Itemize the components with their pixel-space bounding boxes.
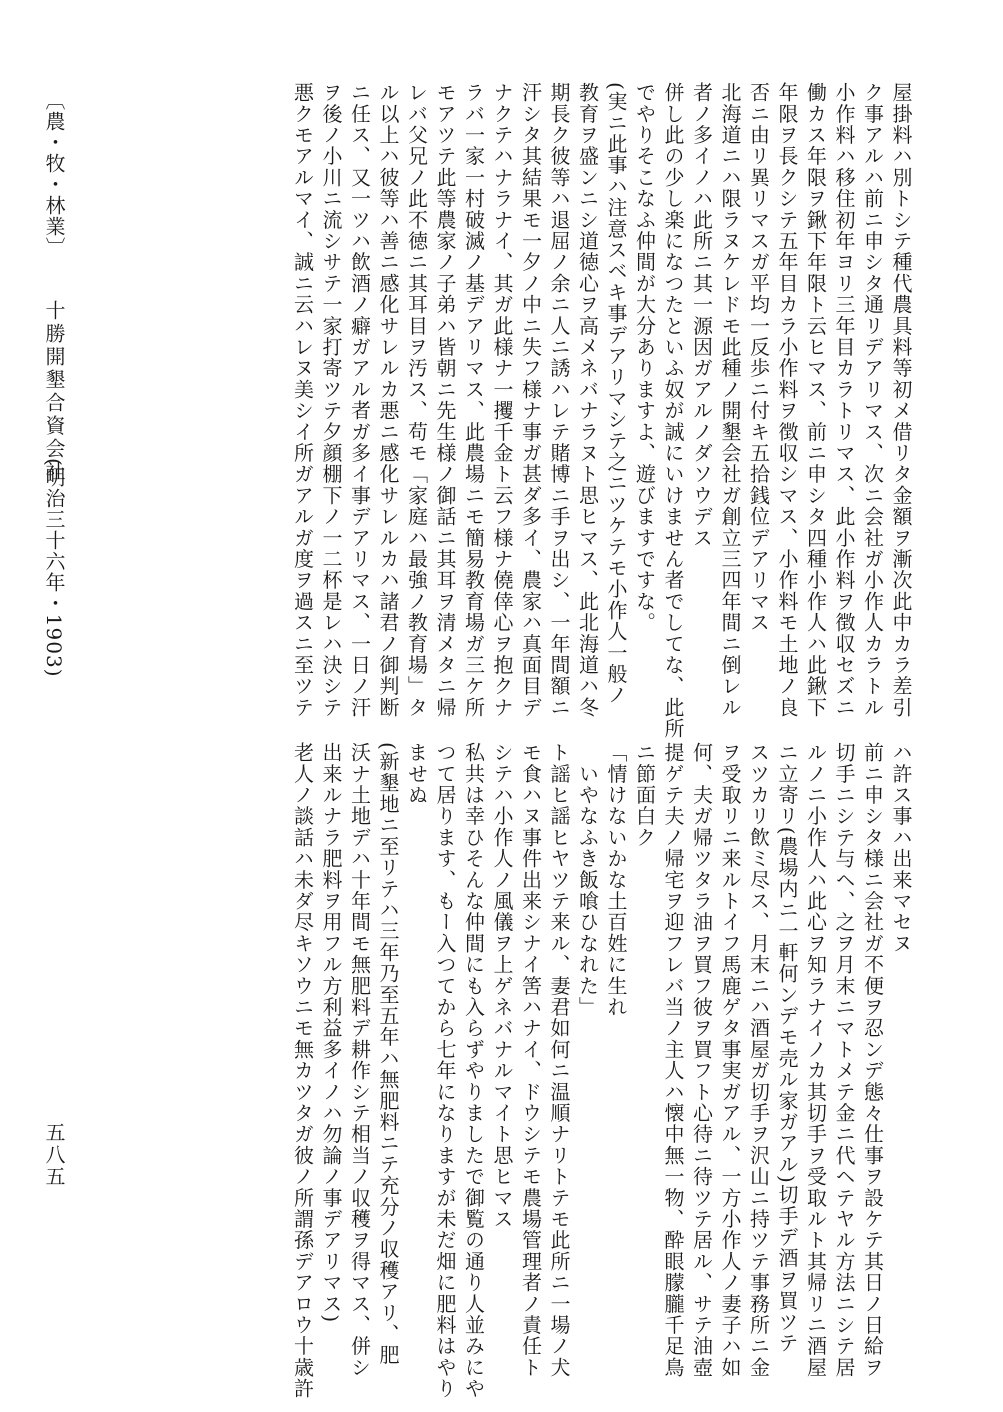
text-column: ト謡ヒ謡ヒヤツテ来ル、妻君如何ニ温順ナリトテモ此所ニ一場ノ犬 <box>547 742 571 1378</box>
text-column: 汗シタ其結果モ一夕ノ中ニ失フ様ナ事ガ甚ダ多イ、農家ハ真面目デ <box>518 82 543 719</box>
text-column: (新墾地ニ至リテハ三年乃至五年ハ無肥料ニテ充分ノ収穫アリ、肥 <box>376 742 400 1366</box>
text-column: 期長ク彼等ハ退屈ノ余ニ人ニ誘ハレテ賭博ニ手ヲ出シ、一年間額ニ <box>547 82 571 718</box>
text-column: モ食ハヌ事件出来シナイ筈ハナイ、ドウシテモ農場管理者ノ責任ト <box>518 742 543 1378</box>
text-block-top <box>288 82 915 740</box>
text-column: 前ニ申シタ様ニ会社ガ不便ヲ忍ンデ態々仕事ヲ設ケテ其日ノ日給ヲ <box>860 742 885 1378</box>
text-column: ヲ受取リニ来ルトイフ馬鹿ゲタ事実ガアル、一方小作人ノ妻子ハ如 <box>718 742 742 1378</box>
text-column: ニ立寄リ(農場内ニ一軒何ンデモ売ル家ガアル)切手デ酒ヲ買ツテ <box>775 742 799 1354</box>
page-number: 五八五 <box>42 1122 66 1188</box>
text-column: 私共は幸ひそんな仲間にも入らずやりましたで御覧の通り人並みにや <box>461 742 486 1400</box>
text-column: ニ節面白ク <box>632 742 657 848</box>
text-column: いやなふき飯喰ひなれた」 <box>575 742 600 1018</box>
text-column: 老人ノ談話ハ未ダ尽キソウニモ無カツタガ彼ノ所謂孫デアロウ十歳許 <box>290 742 315 1400</box>
text-column: つて居ります、もー入つてから七年になりますが未だ畑に肥料はやり <box>433 742 457 1400</box>
text-column: 悪クモアルマイ、誠ニ云ハレヌ美シイ所ガアルガ度ヲ過スニ至ツテ <box>290 82 315 718</box>
text-column: 併し此の少し楽になつたといふ奴が誠にいけません者でしてな、此所 <box>661 82 685 740</box>
text-column: 者ノ多イノハ此所ニ其一源因ガアルノダソウデス <box>689 82 714 549</box>
text-column: 年限ヲ長クシテ五年目カラ小作料ヲ徴収シマス、小作料モ土地ノ良 <box>775 82 799 718</box>
text-column: ませぬ <box>404 742 429 806</box>
text-column: 否ニ由リ異リマスガ平均一反歩ニ付キ五拾銭位デアリマス <box>746 82 771 634</box>
text-column: レバ父兄ノ此不徳ニ其耳目ヲ汚ス、苟モ「家庭ハ最強ノ教育場」タ <box>404 82 429 718</box>
text-column: スツカリ飲ミ尽ス、月末ニハ酒屋ガ切手ヲ沢山ニ持ツテ事務所ニ金 <box>746 742 771 1378</box>
text-column: モアツテ此等農家ノ子弟ハ皆朝ニ先生様ノ御話ニ其耳ヲ清メタニ帰 <box>433 82 457 718</box>
text-column: 「情けないかな土百姓に生れ <box>604 742 628 1018</box>
text-column: 沃ナ土地デハ十年間モ無肥料デ耕作シテ相当ノ収穫ヲ得マス、併シ <box>347 742 372 1378</box>
text-column: ハ許ス事ハ出来マセヌ <box>889 742 913 954</box>
text-column: ク事アルハ前ニ申シタ通リデアリマス、次ニ会社ガ小作人カラトル <box>860 82 885 718</box>
text-column: ヲ後ノ小川ニ流シサテ一家打寄ツテ夕顔棚下ノ一二杯是レハ決シテ <box>319 82 343 718</box>
text-column: ニ任ス、又一ツハ飲酒ノ癖ガアル者ガ多イ事デアリマス、一日ノ汗 <box>347 82 372 718</box>
text-column: 北海道ニハ限ラヌケレドモ此種ノ開墾会社ガ創立三四年間ニ倒レル <box>718 82 742 718</box>
text-column: ナクテハナラナイ、其ガ此様ナ一攫千金ト云フ様ナ僥倖心ヲ抱クナ <box>490 82 514 718</box>
text-column: ルノニ小作人ハ此心ヲ知ラナイノカ其切手ヲ受取ルト其帰リニ酒屋 <box>803 742 828 1378</box>
text-column: 働カス年限ヲ鍬下年限ト云ヒマス、前ニ申シタ四種小作人ハ此鍬下 <box>803 82 828 718</box>
text-block-bottom <box>288 742 915 1400</box>
text-column: (実ニ此事ハ注意スベキ事デアリマシテ之ニツケテモ小作人一般ノ <box>604 82 628 706</box>
text-column: 切手ニシテ与ヘ、之ヲ月末ニマトメテ金ニ代ヘテヤル方法ニシテ居 <box>832 742 856 1378</box>
text-column: 屋掛料ハ別トシテ種代農具料等初メ借リタ金額ヲ漸次此中カラ差引 <box>889 82 913 718</box>
text-column: ラバ一家一村破滅ノ基デアリマス、此農場ニモ簡易教育場ガ三ケ所 <box>461 82 486 718</box>
text-column: 教育ヲ盛ンニシ道徳心ヲ高メネバナラヌト思ヒマス、此北海道ハ冬 <box>575 82 600 718</box>
running-header-year: (明治三十六年・1903) <box>42 458 66 678</box>
text-column: 小作料ハ移住初年ヨリ三年目カラトリマス、此小作料ヲ徴収セズニ <box>832 82 856 718</box>
text-column: 出来ルナラ肥料ヲ用フル方利益多イノハ勿論ノ事デアリマス) <box>319 742 343 1324</box>
text-column: シテハ小作人ノ風儀ヲ上ゲネバナルマイト思ヒマス <box>490 742 514 1230</box>
text-column: 提ゲテ夫ノ帰宅ヲ迎フレバ当ノ主人ハ懐中無一物、酔眼朦朧千足鳥 <box>661 742 685 1378</box>
running-header-category: 〔農・牧・林業〕 <box>42 90 66 258</box>
text-column: 何、夫ガ帰ツタラ油ヲ買フ彼ヲ買フト心待ニ待ツテ居ル、サテ油壺 <box>689 742 714 1378</box>
text-column: ル以上ハ彼等ハ善ニ感化サレルカ悪ニ感化サレルカハ諸君ノ御判断 <box>376 82 400 718</box>
running-header-publisher: 十勝開墾合資会社 <box>42 300 66 484</box>
text-column: でやりそこなふ仲間が大分ありますよ、遊びますですな。 <box>632 82 657 634</box>
